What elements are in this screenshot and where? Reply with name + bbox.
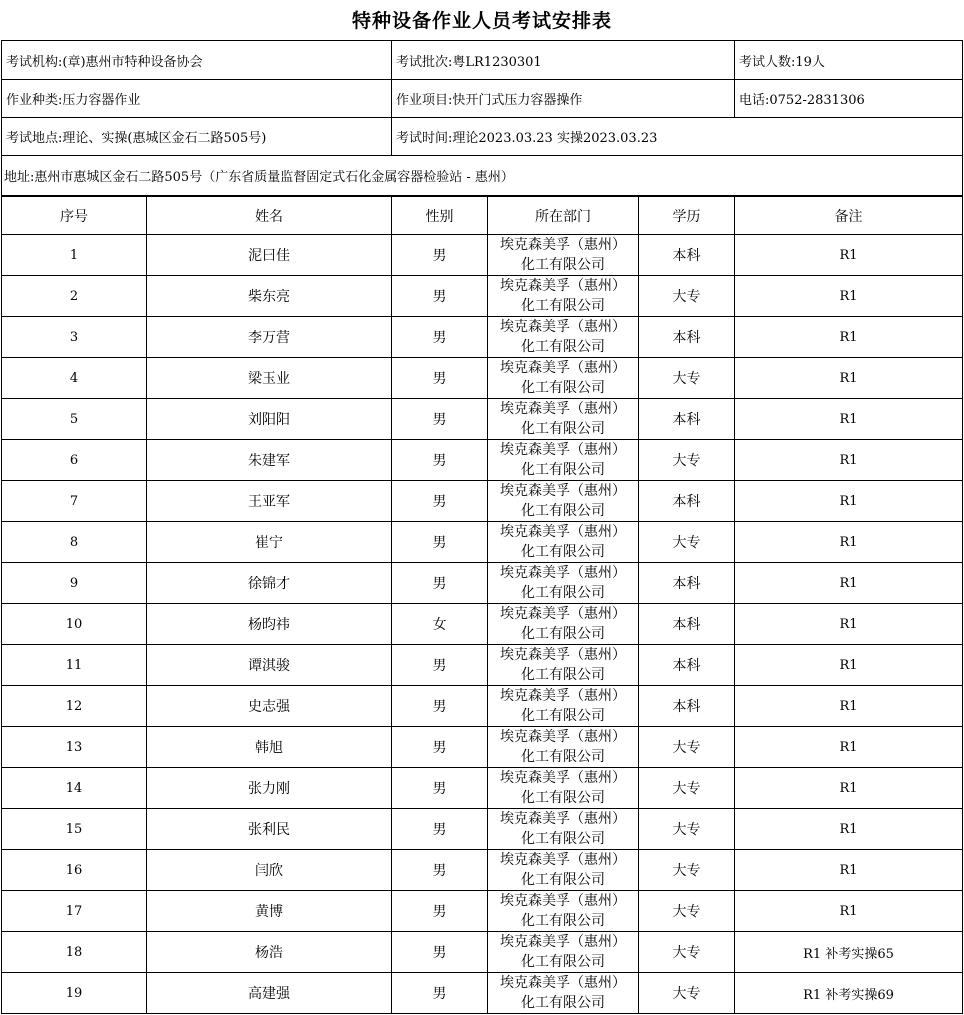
row-note-cell: R1	[735, 358, 963, 399]
row-sex-cell: 男	[392, 481, 488, 522]
dept-line-1: 埃克森美孚（惠州）	[500, 237, 626, 253]
row-name-cell: 谭淇骏	[147, 645, 392, 686]
exam-time: 考试时间:理论2023.03.23 实操2023.03.23	[392, 118, 963, 156]
row-edu-cell: 本科	[639, 604, 735, 645]
dept-line-2: 化工有限公司	[521, 913, 605, 929]
row-note-cell: R1	[735, 891, 963, 932]
table-row	[2, 727, 963, 768]
row-no-cell: 19	[2, 973, 147, 1014]
dept-line-1: 埃克森美孚（惠州）	[500, 606, 626, 622]
col-header-note: 备注	[735, 197, 963, 235]
row-dept-cell	[488, 399, 639, 440]
row-dept-cell	[488, 891, 639, 932]
dept-line-2: 化工有限公司	[521, 790, 605, 806]
row-sex-cell: 男	[392, 768, 488, 809]
dept-line-2: 化工有限公司	[521, 257, 605, 273]
dept-line-1: 埃克森美孚（惠州）	[500, 770, 626, 786]
dept-line-2: 化工有限公司	[521, 708, 605, 724]
row-name-cell: 李万营	[147, 317, 392, 358]
row-name-cell: 泥曰佳	[147, 235, 392, 276]
table-row	[2, 973, 963, 1014]
page-title: 特种设备作业人员考试安排表	[351, 10, 612, 32]
row-no-cell: 2	[2, 276, 147, 317]
dept-line-2: 化工有限公司	[521, 995, 605, 1011]
col-header-sex: 性别	[392, 197, 488, 235]
dept-line-1: 埃克森美孚（惠州）	[500, 811, 626, 827]
dept-line-2: 化工有限公司	[521, 462, 605, 478]
row-edu-cell: 大专	[639, 973, 735, 1014]
exam-location: 考试地点:理论、实操(惠城区金石二路505号)	[2, 118, 392, 156]
row-sex-cell: 男	[392, 932, 488, 973]
row-no-cell: 10	[2, 604, 147, 645]
table-row	[2, 932, 963, 973]
row-sex-cell: 男	[392, 973, 488, 1014]
row-edu-cell: 大专	[639, 727, 735, 768]
row-no-cell: 3	[2, 317, 147, 358]
info-row	[2, 118, 963, 156]
row-sex-cell: 男	[392, 686, 488, 727]
dept-line-2: 化工有限公司	[521, 544, 605, 560]
exam-org: 考试机构:(章)惠州市特种设备协会	[2, 41, 392, 80]
exam-address: 地址:惠州市惠城区金石二路505号（广东省质量监督固定式石化金属容器检验站 - 惠州）	[2, 156, 963, 196]
row-sex-cell: 男	[392, 235, 488, 276]
row-name-cell: 闫欣	[147, 850, 392, 891]
row-sex-cell: 男	[392, 645, 488, 686]
row-edu-cell: 大专	[639, 522, 735, 563]
dept-line-2: 化工有限公司	[521, 298, 605, 314]
row-name-cell: 韩旭	[147, 727, 392, 768]
row-dept-cell	[488, 973, 639, 1014]
row-name-cell: 崔宁	[147, 522, 392, 563]
row-dept-cell	[488, 645, 639, 686]
dept-line-2: 化工有限公司	[521, 749, 605, 765]
info-row	[2, 41, 963, 80]
table-row	[2, 563, 963, 604]
row-dept-cell	[488, 358, 639, 399]
exam-count: 考试人数:19人	[735, 41, 963, 80]
table-row	[2, 276, 963, 317]
row-sex-cell: 男	[392, 809, 488, 850]
row-no-cell: 8	[2, 522, 147, 563]
row-note-cell: R1	[735, 440, 963, 481]
row-no-cell: 5	[2, 399, 147, 440]
row-note-cell: R1 补考实操69	[735, 973, 963, 1014]
row-note-cell: R1	[735, 235, 963, 276]
dept-line-2: 化工有限公司	[521, 667, 605, 683]
dept-line-2: 化工有限公司	[521, 585, 605, 601]
dept-line-2: 化工有限公司	[521, 872, 605, 888]
row-no-cell: 17	[2, 891, 147, 932]
col-header-edu: 学历	[639, 197, 735, 235]
dept-line-2: 化工有限公司	[521, 503, 605, 519]
contact-phone: 电话:0752-2831306	[735, 80, 963, 118]
candidate-table	[1, 196, 963, 1014]
row-name-cell: 黄博	[147, 891, 392, 932]
row-name-cell: 王亚军	[147, 481, 392, 522]
dept-line-1: 埃克森美孚（惠州）	[500, 524, 626, 540]
dept-line-2: 化工有限公司	[521, 626, 605, 642]
row-name-cell: 杨浩	[147, 932, 392, 973]
row-dept-cell	[488, 235, 639, 276]
row-note-cell: R1	[735, 850, 963, 891]
dept-line-2: 化工有限公司	[521, 954, 605, 970]
row-dept-cell	[488, 809, 639, 850]
dept-line-1: 埃克森美孚（惠州）	[500, 647, 626, 663]
row-edu-cell: 大专	[639, 850, 735, 891]
row-dept-cell	[488, 850, 639, 891]
dept-line-1: 埃克森美孚（惠州）	[500, 278, 626, 294]
row-edu-cell: 本科	[639, 563, 735, 604]
row-name-cell: 刘阳阳	[147, 399, 392, 440]
exam-batch: 考试批次:粤LR1230301	[392, 41, 735, 80]
row-note-cell: R1	[735, 727, 963, 768]
row-note-cell: R1	[735, 276, 963, 317]
row-name-cell: 朱建军	[147, 440, 392, 481]
dept-line-1: 埃克森美孚（惠州）	[500, 934, 626, 950]
row-note-cell: R1	[735, 604, 963, 645]
table-row	[2, 891, 963, 932]
row-sex-cell: 男	[392, 891, 488, 932]
row-no-cell: 9	[2, 563, 147, 604]
row-no-cell: 6	[2, 440, 147, 481]
row-edu-cell: 大专	[639, 358, 735, 399]
row-note-cell: R1	[735, 522, 963, 563]
row-dept-cell	[488, 522, 639, 563]
row-name-cell: 张利民	[147, 809, 392, 850]
row-dept-cell	[488, 727, 639, 768]
row-sex-cell: 男	[392, 399, 488, 440]
row-sex-cell: 男	[392, 850, 488, 891]
dept-line-1: 埃克森美孚（惠州）	[500, 565, 626, 581]
table-row	[2, 481, 963, 522]
row-dept-cell	[488, 768, 639, 809]
table-row	[2, 645, 963, 686]
table-row	[2, 440, 963, 481]
row-dept-cell	[488, 481, 639, 522]
work-item: 作业项目:快开门式压力容器操作	[392, 80, 735, 118]
row-edu-cell: 大专	[639, 809, 735, 850]
row-dept-cell	[488, 563, 639, 604]
table-row	[2, 235, 963, 276]
row-note-cell: R1	[735, 317, 963, 358]
row-edu-cell: 本科	[639, 645, 735, 686]
dept-line-1: 埃克森美孚（惠州）	[500, 483, 626, 499]
dept-line-1: 埃克森美孚（惠州）	[500, 442, 626, 458]
row-note-cell: R1 补考实操65	[735, 932, 963, 973]
row-sex-cell: 男	[392, 727, 488, 768]
dept-line-2: 化工有限公司	[521, 380, 605, 396]
dept-line-2: 化工有限公司	[521, 421, 605, 437]
row-name-cell: 高建强	[147, 973, 392, 1014]
row-edu-cell: 大专	[639, 768, 735, 809]
table-row	[2, 522, 963, 563]
row-name-cell: 张力刚	[147, 768, 392, 809]
col-header-no: 序号	[2, 197, 147, 235]
row-no-cell: 4	[2, 358, 147, 399]
row-note-cell: R1	[735, 645, 963, 686]
table-row	[2, 768, 963, 809]
dept-line-2: 化工有限公司	[521, 339, 605, 355]
table-row	[2, 686, 963, 727]
dept-line-2: 化工有限公司	[521, 831, 605, 847]
dept-line-1: 埃克森美孚（惠州）	[500, 729, 626, 745]
row-name-cell: 史志强	[147, 686, 392, 727]
row-sex-cell: 女	[392, 604, 488, 645]
work-type: 作业种类:压力容器作业	[2, 80, 392, 118]
info-row	[2, 156, 963, 196]
row-no-cell: 7	[2, 481, 147, 522]
row-sex-cell: 男	[392, 276, 488, 317]
row-no-cell: 15	[2, 809, 147, 850]
row-dept-cell	[488, 932, 639, 973]
row-dept-cell	[488, 276, 639, 317]
table-row	[2, 317, 963, 358]
row-edu-cell: 大专	[639, 891, 735, 932]
row-note-cell: R1	[735, 481, 963, 522]
row-edu-cell: 本科	[639, 317, 735, 358]
row-dept-cell	[488, 604, 639, 645]
row-edu-cell: 本科	[639, 235, 735, 276]
row-edu-cell: 本科	[639, 481, 735, 522]
row-name-cell: 梁玉业	[147, 358, 392, 399]
row-no-cell: 12	[2, 686, 147, 727]
row-edu-cell: 本科	[639, 686, 735, 727]
dept-line-1: 埃克森美孚（惠州）	[500, 852, 626, 868]
row-sex-cell: 男	[392, 440, 488, 481]
dept-line-1: 埃克森美孚（惠州）	[500, 319, 626, 335]
row-dept-cell	[488, 440, 639, 481]
row-note-cell: R1	[735, 686, 963, 727]
row-sex-cell: 男	[392, 522, 488, 563]
row-dept-cell	[488, 317, 639, 358]
row-no-cell: 1	[2, 235, 147, 276]
row-no-cell: 11	[2, 645, 147, 686]
dept-line-1: 埃克森美孚（惠州）	[500, 688, 626, 704]
row-sex-cell: 男	[392, 563, 488, 604]
table-row	[2, 399, 963, 440]
dept-line-1: 埃克森美孚（惠州）	[500, 893, 626, 909]
row-edu-cell: 大专	[639, 932, 735, 973]
row-note-cell: R1	[735, 768, 963, 809]
info-table	[1, 40, 963, 196]
dept-line-1: 埃克森美孚（惠州）	[500, 975, 626, 991]
col-header-dept: 所在部门	[488, 197, 639, 235]
table-row	[2, 358, 963, 399]
row-dept-cell	[488, 686, 639, 727]
table-header-row	[2, 197, 963, 235]
row-edu-cell: 大专	[639, 276, 735, 317]
row-edu-cell: 本科	[639, 399, 735, 440]
row-note-cell: R1	[735, 399, 963, 440]
dept-line-1: 埃克森美孚（惠州）	[500, 360, 626, 376]
row-edu-cell: 大专	[639, 440, 735, 481]
row-no-cell: 16	[2, 850, 147, 891]
info-row	[2, 80, 963, 118]
row-sex-cell: 男	[392, 317, 488, 358]
row-name-cell: 柴东亮	[147, 276, 392, 317]
row-name-cell: 徐锦才	[147, 563, 392, 604]
row-name-cell: 杨昀祎	[147, 604, 392, 645]
table-row	[2, 604, 963, 645]
col-header-name: 姓名	[147, 197, 392, 235]
row-note-cell: R1	[735, 563, 963, 604]
dept-line-1: 埃克森美孚（惠州）	[500, 401, 626, 417]
row-sex-cell: 男	[392, 358, 488, 399]
table-row	[2, 850, 963, 891]
row-no-cell: 18	[2, 932, 147, 973]
row-note-cell: R1	[735, 809, 963, 850]
row-no-cell: 13	[2, 727, 147, 768]
table-row	[2, 809, 963, 850]
row-no-cell: 14	[2, 768, 147, 809]
